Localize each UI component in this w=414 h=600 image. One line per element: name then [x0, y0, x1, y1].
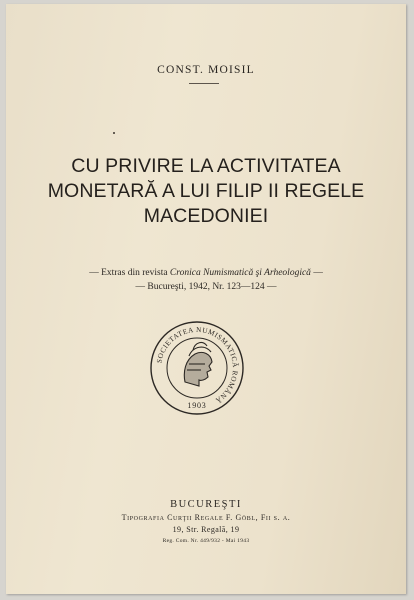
seal-year: 1903 — [187, 401, 207, 410]
book-cover — [6, 4, 406, 594]
title-line-3: MACEDONIEI — [143, 205, 269, 227]
extract-prefix: — Extras din revista — [89, 268, 168, 278]
extract-note — [6, 266, 406, 294]
extract-suffix: — — [313, 268, 323, 278]
imprint-registration: Reg. Com. Nr. 449/932 - Mai 1943 — [162, 538, 250, 544]
extract-line-2: — Bucureşti, 1942, Nr. 123—124 — — [135, 282, 277, 292]
cover-title — [6, 154, 406, 229]
imprint-city: BUCUREŞTI — [170, 499, 242, 510]
society-seal-logo — [149, 320, 245, 416]
author-name: CONST. MOISIL — [157, 64, 255, 76]
extract-line-1 — [6, 266, 406, 280]
journal-name: Cronica Numismatică şi Arheologică — [169, 268, 311, 278]
ink-dot — [113, 132, 115, 134]
title-line-1: CU PRIVIRE LA ACTIVITATEA — [71, 155, 341, 177]
imprint-press: Tipografia Curţii Regale F. Göbl, Fii s. a. — [121, 513, 291, 522]
athena-head-icon — [184, 343, 212, 386]
author-underline — [189, 83, 219, 84]
title-line-2: MONETARĂ A LUI FILIP II REGELE — [47, 180, 365, 202]
imprint-address: 19, Str. Regală, 19 — [172, 525, 240, 534]
publisher-imprint — [6, 498, 406, 546]
svg-text:SOCIETATEA NUMISMATICĂ ROMÂNĂ: SOCIETATEA NUMISMATICĂ ROMÂNĂ — [155, 325, 240, 405]
